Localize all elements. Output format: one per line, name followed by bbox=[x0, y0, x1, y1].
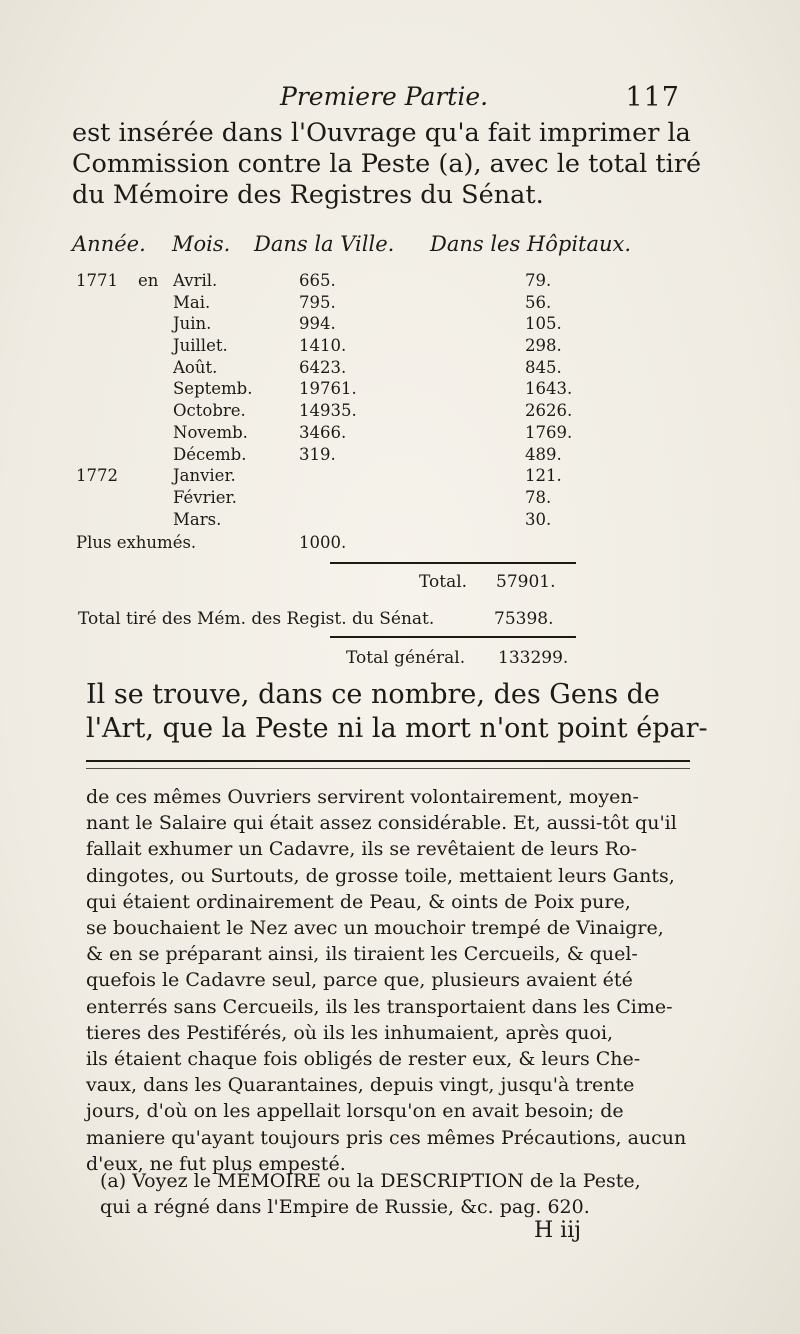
text-line: & en se préparant ainsi, ils tiraient les Cercueils, & quel- bbox=[86, 943, 638, 966]
footnote bbox=[100, 1168, 700, 1220]
cell-city: 3466. bbox=[299, 422, 347, 442]
text-line: fallait exhumer un Cadavre, ils se revêtaient de leurs Ro- bbox=[86, 838, 637, 861]
cell-month: Janvier. bbox=[173, 466, 236, 486]
cell-hospitals: 2626. bbox=[525, 401, 573, 421]
cell-month: Février. bbox=[173, 487, 237, 507]
cell-city: 1410. bbox=[299, 336, 347, 356]
cell-month: Juillet. bbox=[173, 336, 228, 356]
section-divider bbox=[86, 760, 690, 762]
text-line: qui étaient ordinairement de Peau, & oints de Poix pure, bbox=[86, 890, 631, 913]
column-header-city: Dans la Ville. bbox=[254, 232, 395, 256]
cell-year: 1771 bbox=[76, 271, 118, 290]
text-line: dingotes, ou Surtouts, de grosse toile, mettaient leurs Gants, bbox=[86, 864, 675, 887]
cell-city: 14935. bbox=[299, 401, 357, 421]
cell-hospitals: 30. bbox=[525, 509, 552, 529]
table-rule bbox=[330, 636, 576, 638]
exhumes-value: 1000. bbox=[299, 533, 347, 553]
text-line: jours, d'où on les appellait lorsqu'on en avait besoin; de bbox=[86, 1100, 624, 1123]
cell-hospitals: 489. bbox=[525, 444, 562, 464]
page-number: 117 bbox=[625, 82, 680, 113]
cell-hospitals: 56. bbox=[525, 292, 552, 312]
cell-month: Août. bbox=[173, 357, 218, 377]
table-row bbox=[72, 379, 612, 401]
table-row bbox=[72, 423, 612, 445]
cell-month: Avril. bbox=[173, 271, 218, 290]
cell-month: Novemb. bbox=[173, 422, 248, 442]
section-divider-thin bbox=[86, 768, 690, 769]
cell-city: 6423. bbox=[299, 357, 347, 377]
cell-hospitals: 1643. bbox=[525, 379, 573, 399]
cell-month: Octobre. bbox=[173, 401, 246, 421]
table-row bbox=[72, 510, 612, 532]
cell-month: Décemb. bbox=[173, 444, 247, 464]
text-line: tieres des Pestiférés, où ils les inhumaient, après quoi, bbox=[86, 1021, 614, 1044]
cell-hospitals: 79. bbox=[525, 271, 552, 290]
intro-paragraph bbox=[72, 118, 702, 211]
text-line: est insérée dans l'Ouvrage qu'a fait imprimer la bbox=[72, 118, 691, 148]
text-line: enterrés sans Cercueils, ils les transportaient dans les Cime- bbox=[86, 995, 673, 1018]
exhumes-row bbox=[72, 533, 612, 555]
text-line: l'Art, que la Peste ni la mort n'ont point épar- bbox=[86, 713, 708, 744]
total-label: Total. bbox=[419, 572, 468, 592]
signature-mark: H iij bbox=[534, 1218, 582, 1243]
text-line: maniere qu'ayant toujours pris ces mêmes Précautions, aucun bbox=[86, 1126, 687, 1149]
cell-hospitals: 78. bbox=[525, 487, 552, 507]
cell-month: Mars. bbox=[173, 509, 222, 529]
cell-city: 795. bbox=[299, 292, 336, 312]
cell-city: 319. bbox=[299, 444, 336, 464]
cell-year: 1772 bbox=[76, 466, 118, 486]
table-row bbox=[72, 401, 612, 423]
table-row bbox=[72, 466, 612, 488]
table-header bbox=[72, 232, 684, 262]
text-line: se bouchaient le Nez avec un mouchoir trempé de Vinaigre, bbox=[86, 917, 664, 940]
text-line: ils étaient chaque fois obligés de rester eux, & leurs Che- bbox=[86, 1048, 641, 1071]
cell-hospitals: 1769. bbox=[525, 422, 573, 442]
text-line: Il se trouve, dans ce nombre, des Gens de bbox=[86, 679, 660, 710]
bottom-paragraph bbox=[86, 784, 706, 1177]
column-header-hospitals: Dans les Hôpitaux. bbox=[430, 232, 632, 256]
grand-total-label: Total général. bbox=[346, 648, 466, 668]
grand-total-value: 133299. bbox=[498, 648, 569, 668]
column-header-month: Mois. bbox=[172, 232, 231, 256]
cell-city: 19761. bbox=[299, 379, 357, 399]
total-value: 57901. bbox=[496, 572, 556, 592]
text-line: Commission contre la Peste (a), avec le total tiré bbox=[72, 149, 702, 179]
table-rule bbox=[330, 562, 576, 564]
mortality-table bbox=[72, 271, 612, 555]
table-row bbox=[72, 445, 612, 467]
page-header bbox=[70, 82, 680, 116]
cell-city: 665. bbox=[299, 271, 336, 290]
cell-month: Juin. bbox=[173, 314, 212, 334]
text-line: de ces mêmes Ouvriers servirent volontairement, moyen- bbox=[86, 786, 639, 808]
cell-hospitals: 121. bbox=[525, 466, 562, 486]
senate-total-value: 75398. bbox=[494, 609, 554, 629]
text-line: quefois le Cadavre seul, parce que, plusieurs avaient été bbox=[86, 969, 633, 992]
cell-hospitals: 845. bbox=[525, 357, 562, 377]
text-line: d'eux, ne fut plus empesté. bbox=[86, 1152, 346, 1175]
table-row bbox=[72, 336, 612, 358]
main-paragraph bbox=[86, 678, 708, 746]
text-line: du Mémoire des Registres du Sénat. bbox=[72, 180, 544, 210]
cell-hospitals: 105. bbox=[525, 314, 562, 334]
text-line: vaux, dans les Quarantaines, depuis vingt, jusqu'à trente bbox=[86, 1074, 635, 1097]
cell-hospitals: 298. bbox=[525, 336, 562, 356]
text-line: nant le Salaire qui était assez considérable. Et, aussi-tôt qu'il bbox=[86, 812, 677, 835]
cell-en: en bbox=[138, 271, 159, 290]
table-row bbox=[72, 314, 612, 336]
exhumes-label: Plus exhumés. bbox=[76, 533, 197, 553]
table-row bbox=[72, 271, 612, 293]
cell-month: Septemb. bbox=[173, 379, 253, 399]
senate-total-label: Total tiré des Mém. des Regist. du Sénat. bbox=[78, 609, 435, 629]
table-row bbox=[72, 358, 612, 380]
cell-month: Mai. bbox=[173, 292, 211, 312]
footnote-line: qui a régné dans l'Empire de Russie, &c. pag. 620. bbox=[100, 1196, 590, 1218]
cell-city: 994. bbox=[299, 314, 336, 334]
footnote-line: (a) Voyez le MÉMOIRE ou la DESCRIPTION de la Peste, bbox=[100, 1170, 641, 1192]
table-row bbox=[72, 293, 612, 315]
column-header-year: Année. bbox=[72, 232, 146, 256]
table-row bbox=[72, 488, 612, 510]
running-title: Premiere Partie. bbox=[280, 82, 489, 111]
